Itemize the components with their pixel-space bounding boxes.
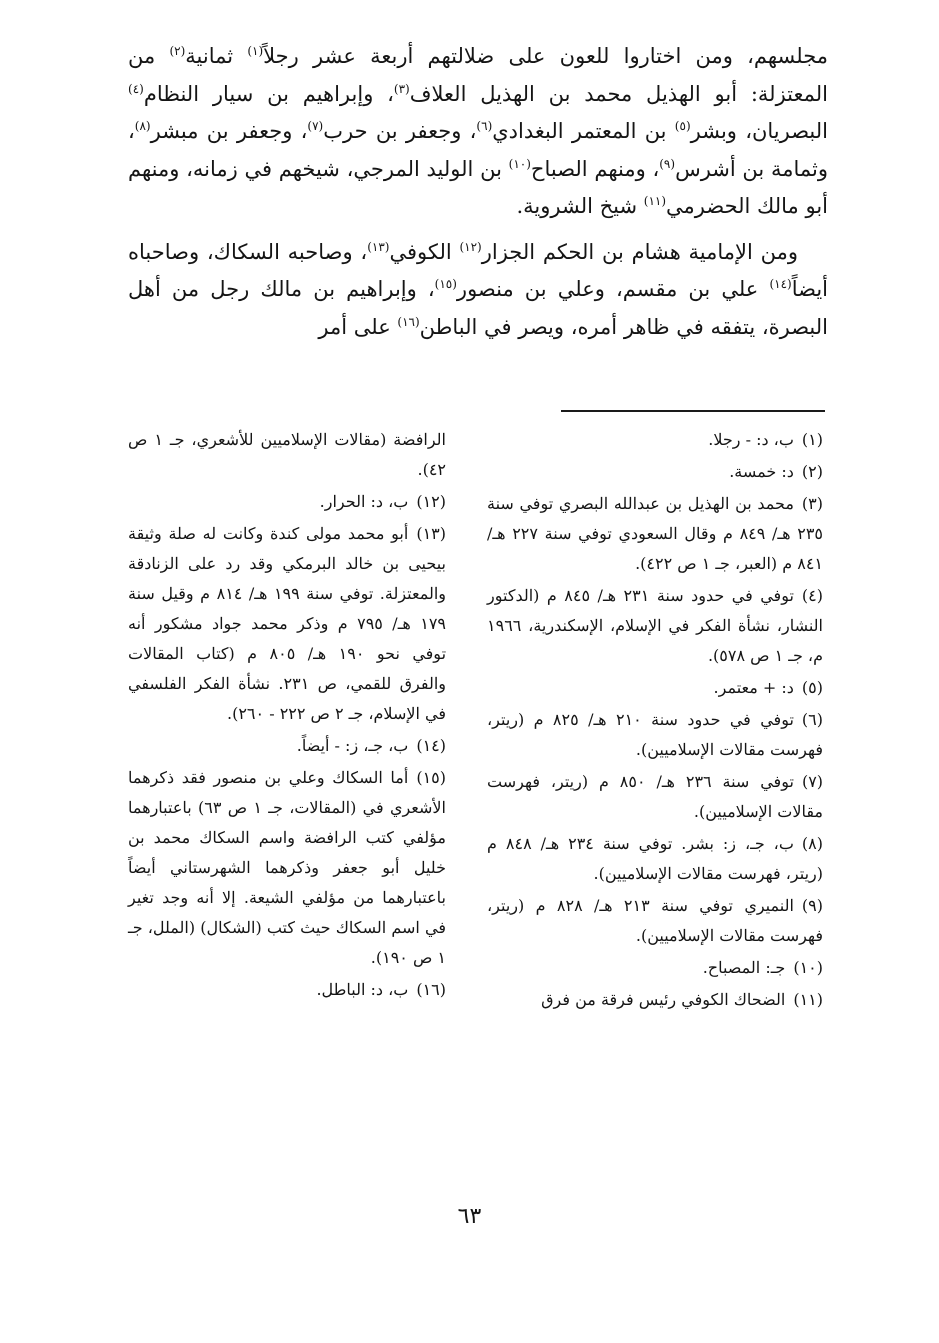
text-run: ، وجعفر بن حرب [323, 119, 477, 143]
footnote-text: محمد بن الهذيل بن عبدالله البصري توفي سنة ٢٣٥ هـ/ ٨٤٩ م وقال السعودي توفي سنة ٢٢٧ هـ/ ٨٤١ م (العبر، جـ ١ ص ٤٢٢). [487, 494, 824, 573]
footnote-text: جـ: المصباح. [702, 958, 786, 977]
text-run: ثمانية [185, 44, 248, 68]
footnote [487, 581, 823, 671]
footnote-ref: (٢) [169, 44, 186, 58]
text-run: على أمر [318, 314, 398, 339]
footnote [487, 829, 823, 889]
text-run: ، وصاحبه السكاك، وصاحباه أيضاً [128, 239, 828, 301]
footnote-number: (٣) [801, 494, 823, 513]
footnote [128, 425, 446, 485]
footnote-ref: (٣) [393, 81, 410, 96]
footnote-number: (١٦) [416, 980, 446, 999]
footnote-text: أما السكاك وعلي بن منصور فقد ذكرهما الأشعري في (المقالات، جـ ١ ص ٦٣) باعتبارهما مؤلفي كتب الرافضة واسم السكاك محمد بن خليل أبو جعفر وذكرهما الشهرستاني أيضاً باعتبارهما من مؤلفي الشيعة. إلا أنه وجد تغير في اسم السكاك حيث كتب (الشكال) (الملل، جـ ١ ص ١٩٠). [128, 768, 446, 967]
footnote-ref: (١) [247, 44, 264, 58]
footnote-number: (٩) [801, 896, 823, 915]
text-run: بن المعتمر البغدادي [492, 119, 675, 143]
footnote [487, 953, 823, 983]
footnote-text: توفي في حدود سنة ٢٣١ هـ/ ٨٤٥ م (الدكتور النشار، نشأة الفكر في الإسلام، الإسكندرية، ١٩٦٦ م، جـ ١ ص ٥٧٨). [487, 586, 823, 665]
footnote [487, 489, 823, 579]
footnote-number: (٤) [801, 586, 823, 605]
footnote-ref: (٥) [674, 119, 691, 133]
footnote-separator [561, 410, 825, 412]
footnote [487, 891, 823, 951]
text-run: ، وجعفر بن مبشر [150, 119, 308, 143]
footnote-text: ب، جـ، ز: - أيضاً. [296, 736, 409, 755]
footnote-text: ب، د: الباطل. [316, 980, 409, 999]
footnote-number: (٨) [801, 834, 824, 853]
text-run: البصريان، وبشر [690, 119, 829, 143]
footnotes-left-column [128, 425, 446, 1007]
paragraph-1 [128, 38, 828, 226]
footnote-ref: (١٠) [508, 156, 531, 171]
text-run: مجلسهم، ومن اختاروا للعون على ضلالتهم أربعة عشر رجلاً [263, 44, 829, 68]
footnote-ref: (٦) [476, 119, 493, 133]
text-run: ، وإبراهيم بن سيار النظام [143, 81, 394, 106]
text-run: ، وإبراهيم بن مالك رجل من أهل البصرة، يتفقه في ظاهر أمره، ويصر في الباطن [128, 277, 828, 339]
footnote-text: الضحاك الكوفي رئيس فرقة من فرق [541, 990, 786, 1009]
footnote-ref: (١٤) [769, 277, 792, 291]
footnotes-right-column [487, 425, 823, 1017]
footnote-text: د: خمسة. [729, 462, 794, 481]
footnote-text: ب، جـ، ز: بشر. توفي سنة ٢٣٤ هـ/ ٨٤٨ م (ريتر، فهرست مقالات الإسلاميين). [487, 834, 823, 883]
footnote-text: د: + معتمر. [713, 678, 794, 697]
footnote [128, 975, 446, 1005]
footnote-text: توفي في حدود سنة ٢١٠ هـ/ ٨٢٥ م (ريتر، فهرست مقالات الإسلاميين). [487, 710, 823, 759]
text-run: ومن الإمامية هشام بن الحكم الجزار [481, 239, 798, 264]
text-run: ، ومنهم الصباح [530, 156, 660, 181]
footnote-number: (٢) [801, 462, 823, 481]
text-run: الكوفي [389, 239, 460, 264]
footnote-text: ب، د: - رجلا. [708, 430, 794, 449]
text-run: ، وثمامة بن أشرس [128, 119, 829, 181]
page-number: ٦٣ [457, 1204, 482, 1229]
footnote-number: (١٢) [416, 492, 446, 511]
footnote-ref: (٨) [134, 119, 151, 133]
footnote-number: (١) [801, 430, 823, 449]
footnote-text: النميري توفي سنة ٢١٣ هـ/ ٨٢٨ م (ريتر، فهرست مقالات الإسلاميين). [487, 896, 823, 945]
footnote-text: الرافضة (مقالات الإسلاميين للأشعري، جـ ١ ص ٤٢). [128, 430, 446, 479]
footnote-ref: (٩) [659, 156, 676, 171]
main-text [128, 38, 828, 346]
footnote [487, 673, 823, 703]
footnote-ref: (١٥) [434, 277, 457, 291]
footnote-ref: (١٦) [397, 314, 420, 329]
footnote-number: (١٠) [793, 958, 823, 977]
footnote-ref: (١٣) [367, 239, 390, 254]
footnote-text: أبو محمد مولى كندة وكانت له صلة وثيقة بيحيى بن خالد البرمكي وقد رد على الزنادقة والمعتزلة. توفي سنة ١٩٩ هـ/ ٨١٤ م وقيل سنة ١٧٩ هـ/ ٧٩٥ م وذكر محمد جواد مشكور أنه توفي نحو ١٩٠ هـ/ ٨٠٥ م (كتاب المقالات والفرق للقمي، ص ٢٣١. نشأة الفكر الفلسفي في الإسلام، جـ ٢ ص ٢٢٢ - ٢٦٠). [128, 524, 447, 723]
footnote-number: (١٣) [416, 524, 446, 543]
footnote-text: توفي سنة ٢٣٦ هـ/ ٨٥٠ م (ريتر، فهرست مقالات الإسلاميين). [487, 772, 823, 821]
footnote [128, 519, 446, 729]
footnote-number: (١٤) [416, 736, 446, 755]
paragraph-2 [128, 234, 828, 347]
footnote-number: (١١) [793, 990, 823, 1009]
text-run: من المعتزلة: أبو الهذيل محمد بن الهذيل العلاف [128, 44, 828, 106]
footnote-ref: (١٢) [459, 239, 482, 254]
text-run: علي بن مقسم، وعلي بن منصور [456, 277, 770, 301]
footnote [487, 425, 823, 455]
text-run: شيخ الشروية. [516, 194, 644, 218]
footnote-ref: (٧) [307, 119, 324, 133]
footnote-text: ب، د: الحرار. [319, 492, 409, 511]
footnote-number: (٧) [801, 772, 824, 791]
footnote [128, 763, 446, 973]
footnote [487, 705, 823, 765]
footnote-ref: (١١) [643, 194, 667, 208]
footnote [128, 731, 446, 761]
footnote [128, 487, 446, 517]
footnote-number: (١٥) [416, 768, 446, 787]
footnote-number: (٦) [801, 710, 823, 729]
text-run: بن الوليد المرجي، شيخهم في زمانه، ومنهم أبو مالك الحضرمي [128, 156, 828, 218]
footnote-ref: (٤) [128, 81, 144, 96]
footnote [487, 767, 823, 827]
footnote [487, 457, 823, 487]
footnote [487, 985, 823, 1015]
footnote-number: (٥) [801, 678, 823, 697]
